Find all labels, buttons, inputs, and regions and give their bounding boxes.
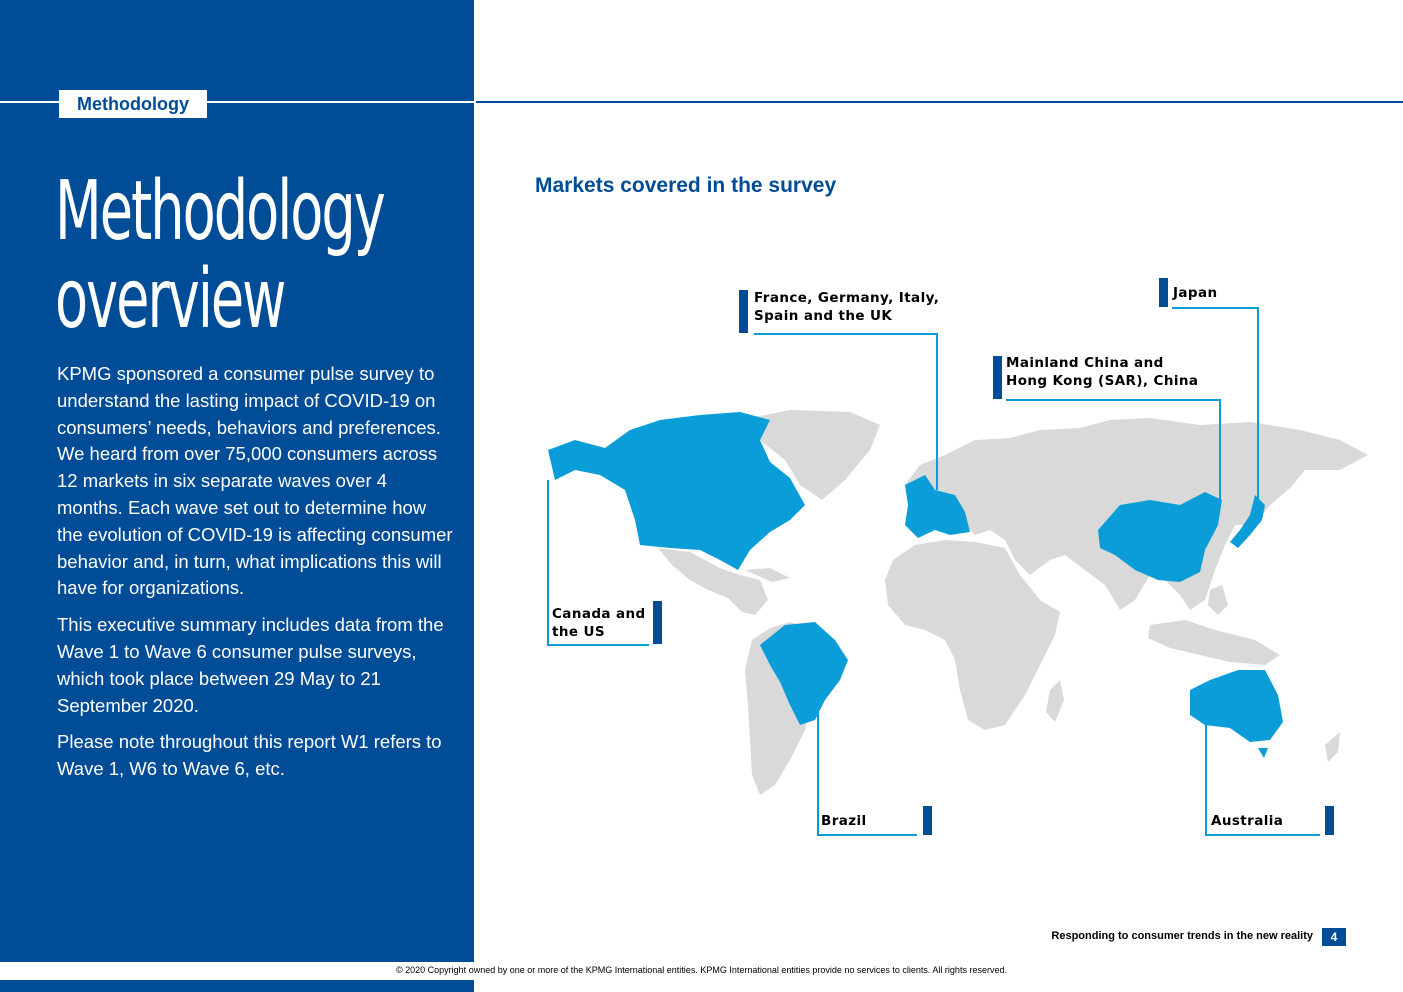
philippines [1208,585,1228,615]
callout-brazil [821,812,867,830]
callout-canada-us-line-2: the US [552,624,606,640]
new-zealand [1325,732,1340,762]
callout-australia-line-1: Australia [1211,813,1284,829]
copyright-notice: © 2020 Copyright owned by one or more of the KPMG International entities. KPMG International entities provide no services to clients. All rights reserved. [396,965,1007,975]
callout-canada-us [552,605,646,641]
callout-china [1006,354,1198,390]
callout-europe-line-2: Spain and the UK [754,308,893,324]
australia [1190,670,1283,742]
callout-china-line-1: Mainland China and [1006,355,1164,371]
marker-canada-us [653,601,662,644]
callout-brazil-line-1: Brazil [821,813,867,829]
map-heading: Markets covered in the survey [535,174,837,197]
marker-brazil [923,806,932,835]
marker-australia [1325,806,1334,835]
marker-europe [739,290,748,333]
tasmania [1258,748,1268,758]
marker-japan [1159,278,1168,307]
body-paragraph-3: Please note throughout this report W1 refers to Wave 1, W6 to Wave 6, etc. [57,731,442,780]
footer-report-title: Responding to consumer trends in the new reality [1051,930,1313,942]
marker-china [993,356,1002,399]
callout-japan-line-1: Japan [1173,285,1218,301]
southeast-asia [1148,620,1280,665]
page-number: 4 [1322,928,1346,946]
callout-australia [1211,812,1283,830]
mexico-central-america [658,548,768,615]
callout-europe-line-1: France, Germany, Italy, [754,290,940,306]
callout-canada-us-line-1: Canada and [552,606,646,622]
section-tag: Methodology [59,90,207,118]
page-title-line-2: overview [55,252,285,347]
body-paragraph-2: This executive summary includes data from the Wave 1 to Wave 6 consumer pulse surveys, which took place between 29 May to 21 September 2020. [57,614,444,716]
body-paragraph-1: KPMG sponsored a consumer pulse survey to understand the lasting impact of COVID-19 on consumers’ needs, behaviors and preferences. We heard from over 75,000 consumers across 12 markets in six separate waves over 4 months. Each wave set out to determine how the evolution of COVID-19 is affecting consumer behavior and, in turn, what implications this will have for organizations. [57,363,453,599]
callout-europe [754,289,939,325]
callout-china-line-2: Hong Kong (SAR), China [1006,373,1199,389]
page-title-line-1: Methodology [55,164,384,259]
madagascar [1046,680,1064,722]
callout-japan [1173,284,1218,302]
